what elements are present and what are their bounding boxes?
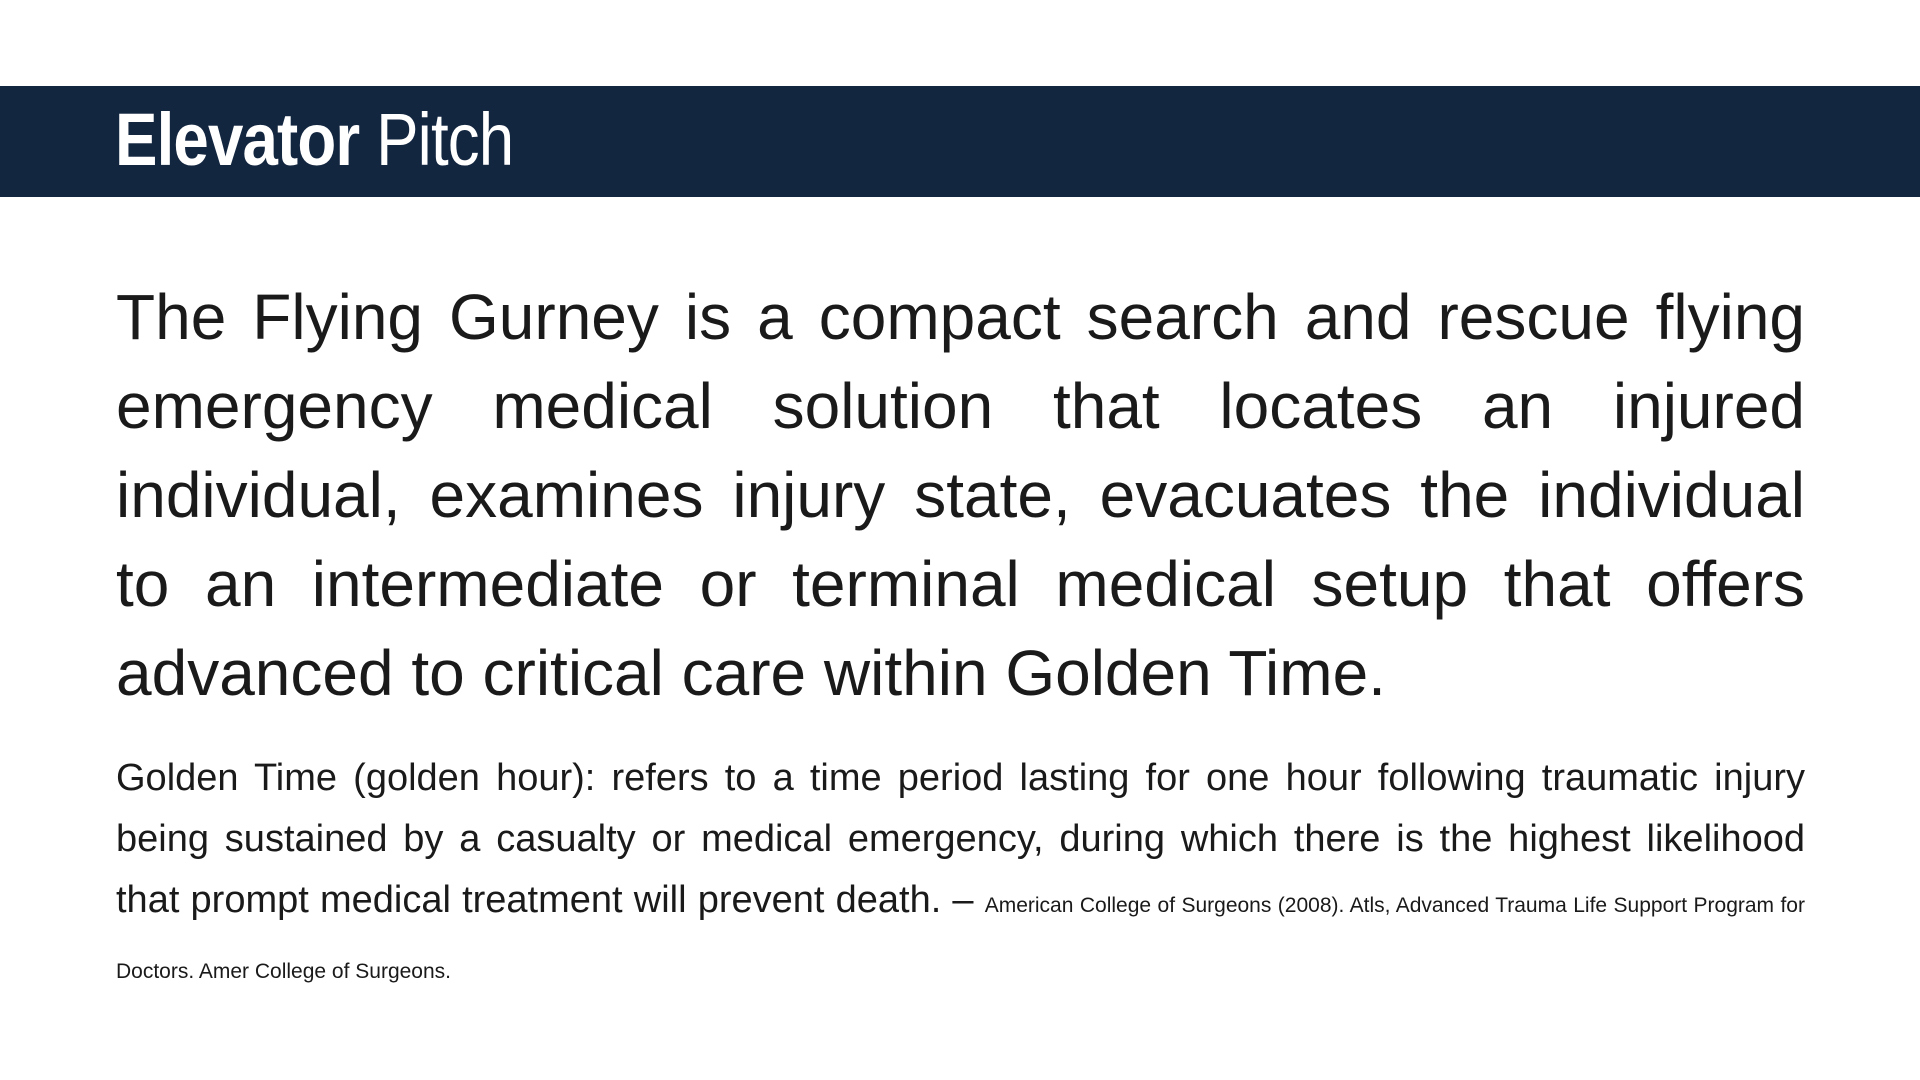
golden-time-definition [116, 748, 1805, 1002]
slide-title-light: Pitch [359, 98, 514, 181]
slide-title [115, 100, 513, 180]
pitch-paragraph [116, 273, 1805, 718]
definition-text: Golden Time (golden hour): refers to a time period lasting for one hour following traumatic injury being sustained by a casualty or medical emergency, during which there is the highest likelihood that prompt medical treatment will prevent death. – [116, 757, 1805, 921]
pitch-text: The Flying Gurney is a compact search and rescue flying emergency medical solution that locates an injured individual, examines injury state, evacuates the individual to an intermediate or terminal medical setup that offers advanced to critical care within Golden Time. [116, 281, 1805, 709]
slide-title-bold: Elevator [115, 98, 360, 181]
citation-text: American College of Surgeons (2008). Atls, Advanced Trauma Life Support Program for Doctors. Amer College of Surgeons. [116, 894, 1805, 983]
